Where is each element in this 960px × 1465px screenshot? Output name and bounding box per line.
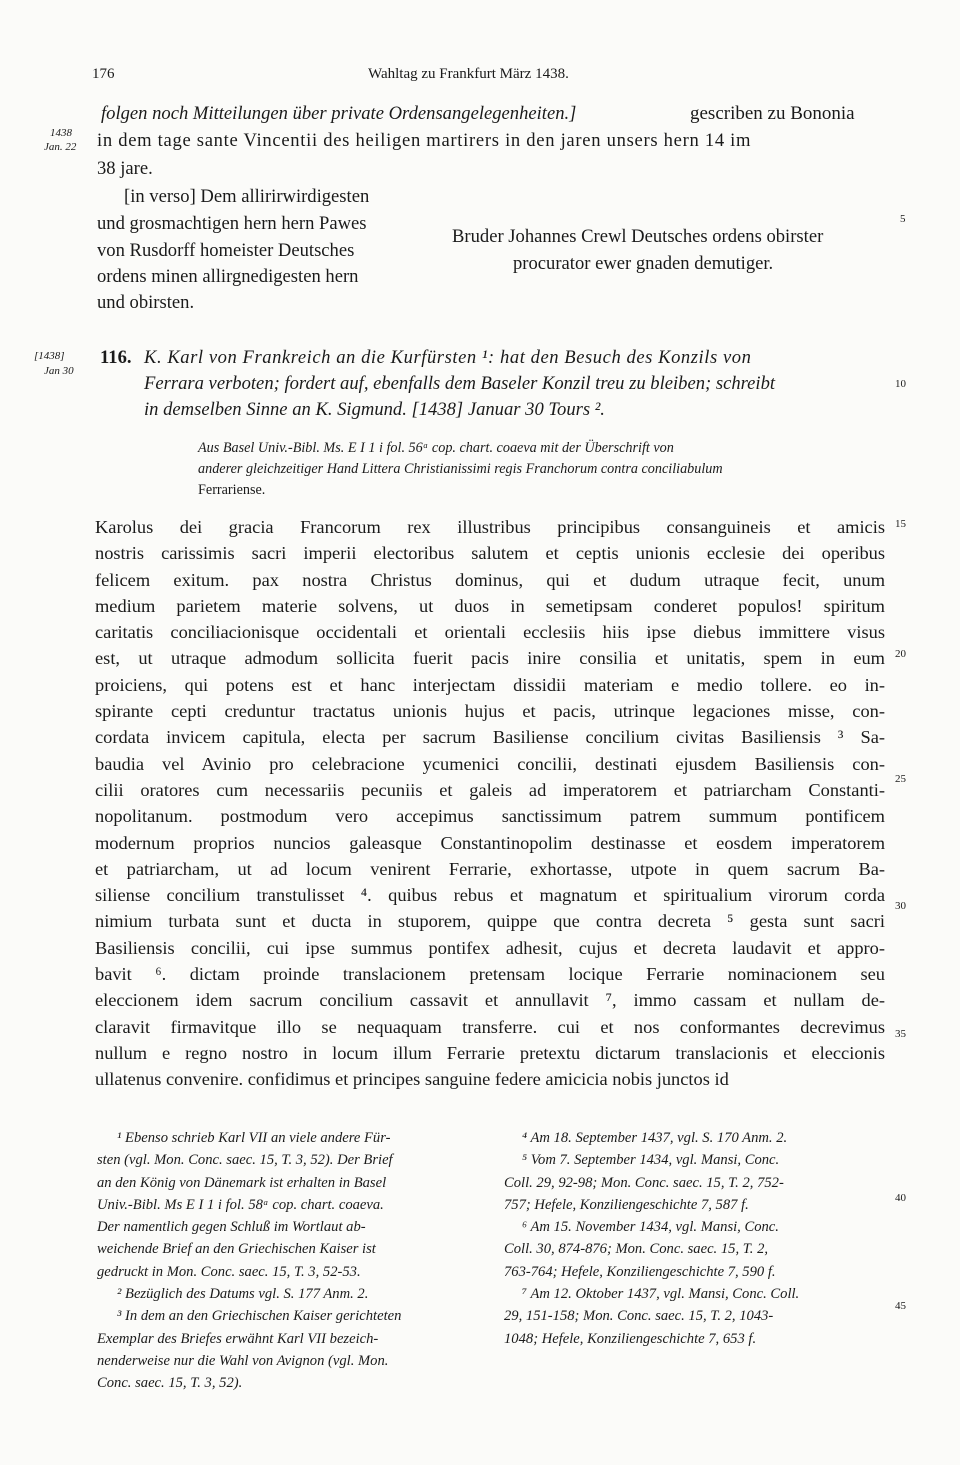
body-line: nullum e regno nostro in locum illum Ferrarie pretextu dictarum translacionis et eleccionis	[95, 1042, 885, 1063]
body-line: felicem exitum. pax nostra Christus dominus, qui et dudum utraque fecit, unum	[95, 569, 885, 590]
footnote-line: Der namentlich gegen Schluß im Wortlaut ab-	[97, 1219, 366, 1236]
margin-date-year: [1438]	[34, 350, 65, 362]
line-number: 20	[895, 648, 906, 660]
body-line: claravit firmavitque illo se nequaquam transferre. cui et nos conformantes decrevimus	[95, 1016, 885, 1037]
body-line: Karolus dei gracia Francorum rex illustribus principibus consanguineis et amicis	[95, 517, 885, 537]
footnote-line: ⁷ Am 12. Oktober 1437, vgl. Mansi, Conc. Coll.	[522, 1286, 800, 1303]
footnote-line: ³ In dem an den Griechischen Kaiser gerichteten	[117, 1308, 402, 1325]
footnote-line: ⁵ Vom 7. September 1434, vgl. Mansi, Conc.	[522, 1152, 780, 1169]
address-line: ordens minen allirgnedigesten hern	[97, 266, 359, 287]
text-line: 38 jare.	[97, 158, 153, 179]
footnote-line: 763-764; Hefele, Konziliengeschichte 7, 590 f.	[504, 1263, 776, 1280]
body-line: et patriarcham, ut ad locum venirent Ferrarie, exhortasse, utpote in quem sacrum Ba-	[95, 858, 885, 879]
body-line: spirante cepti creduntur tractatus unionis hujus et pacis, utrinque legaciones misse, con-	[95, 701, 885, 722]
footnote-line: Conc. saec. 15, T. 3, 52).	[97, 1375, 243, 1392]
margin-date-day: Jan. 22	[44, 141, 77, 153]
line-number: 10	[895, 378, 906, 390]
text-line: folgen noch Mitteilungen über private Ordensangelegenheiten.]	[101, 103, 577, 124]
footnote-line: ⁴ Am 18. September 1437, vgl. S. 170 Anm. 2.	[522, 1130, 788, 1146]
footnote-line: weichende Brief an den Griechischen Kaiser ist	[97, 1241, 376, 1258]
footnote-line: Exemplar des Briefes erwähnt Karl VII bezeich-	[97, 1330, 379, 1347]
body-line: proiciens, qui potens est et hanc interjectam dissidii materiam e medio tollere. eo in-	[95, 674, 885, 695]
body-line: ullatenus convenire. confidimus et principes sanguine federe amicicia nobis junctos id	[95, 1069, 729, 1090]
body-line: nostris carissimis sacri imperii electoribus salutem et ceptis unionis ecclesie dei operibus	[95, 543, 885, 564]
footnote-line: Coll. 29, 92-98; Mon. Conc. saec. 15, T. 2, 752-	[504, 1174, 784, 1191]
footnote-line: sten (vgl. Mon. Conc. saec. 15, T. 3, 52). Der Brief	[97, 1152, 393, 1169]
line-number: 30	[895, 900, 906, 912]
body-line: bavit ⁶. dictam proinde translacionem pretensam locique Ferrarie nominacionem seu	[95, 964, 885, 985]
signature-line: procurator ewer gnaden demutiger.	[513, 253, 774, 274]
heading-line: in demselben Sinne an K. Sigmund. [1438] Januar 30 Tours ².	[144, 399, 605, 420]
body-line: caritatis conciliacionisque occidentali et orientali ecclesiis hiis ipse diebus immittere visus	[95, 622, 885, 643]
body-line: nopolitanum. postmodum vero accepimus sanctissimum patrem summum pontificem	[95, 806, 885, 827]
body-line: cilii oratores cum necessariis pecuniis et galeis ad imperatorem et patriarcham Constanti-	[95, 779, 885, 800]
address-line: [in verso] Dem allirirwirdigesten	[124, 186, 370, 207]
footnote-line: ² Bezüglich des Datums vgl. S. 177 Anm. 2.	[117, 1286, 369, 1303]
address-line: und obirsten.	[97, 292, 195, 313]
letter-body	[95, 514, 885, 1093]
footnote-line: 1048; Hefele, Konziliengeschichte 7, 653 f.	[504, 1330, 757, 1347]
line-number: 15	[895, 518, 906, 530]
footnote-line: 757; Hefele, Konziliengeschichte 7, 587 f.	[504, 1196, 749, 1213]
source-line: anderer gleichzeitiger Hand Littera Christianissimi regis Franchorum contra conciliabulum	[198, 461, 723, 477]
footnote-line: 29, 151-158; Mon. Conc. saec. 15, T. 2, 1043-	[504, 1308, 774, 1325]
body-line: eleccionem idem sacrum concilium cassavit et annullavit ⁷, immo cassam et nullam de-	[95, 990, 885, 1011]
document-number: 116.	[100, 347, 132, 368]
body-line: cordata invicem capitula, electa per sacrum Basiliense concilium civitas Basiliensis ³ Sa-	[95, 727, 885, 748]
heading-line: Ferrara verboten; fordert auf, ebenfalls dem Baseler Konzil treu zu bleiben; schreibt	[144, 373, 776, 394]
line-number: 25	[895, 773, 906, 785]
body-line: siliense concilium transtulisset ⁴. quibus rebus et magnatum et spiritualium virorum corda	[95, 885, 885, 906]
footnote-line: gedruckt in Mon. Conc. saec. 15, T. 3, 52-53.	[97, 1263, 361, 1280]
footnotes-right	[504, 1127, 896, 1350]
line-number: 35	[895, 1028, 906, 1040]
signature-line: Bruder Johannes Crewl Deutsches ordens obirster	[452, 226, 824, 247]
address-line: und grosmachtigen hern hern Pawes	[97, 213, 367, 234]
footnote-line: ⁶ Am 15. November 1434, vgl. Mansi, Conc.	[522, 1219, 779, 1236]
footnote-line: Coll. 30, 874-876; Mon. Conc. saec. 15, T. 2,	[504, 1241, 769, 1258]
footnotes-left	[97, 1127, 483, 1395]
address-line: von Rusdorff homeister Deutsches	[97, 240, 355, 261]
body-line: medium parietem materie solvens, ut duos in semetipsam conderet populos! spiritum	[95, 595, 885, 616]
body-line: Basiliensis concilii, cui ipse summus pontifex adhesit, cujus et decreta laudavit et appro-	[95, 937, 885, 958]
line-number: 40	[895, 1192, 906, 1204]
heading-line: K. Karl von Frankreich an die Kurfürsten ¹: hat den Besuch des Konzils von	[144, 347, 752, 368]
body-line: modernum proprios nuncios galeasque Constantinopolim destinasse et eosdem imperatorem	[95, 832, 885, 853]
source-line: Ferrariense.	[198, 482, 266, 498]
line-number: 45	[895, 1300, 906, 1312]
source-line: Aus Basel Univ.-Bibl. Ms. E I 1 i fol. 56ᵃ cop. chart. coaeva mit der Überschrift von	[198, 440, 674, 456]
margin-date-day: Jan 30	[44, 365, 74, 377]
line-number: 5	[900, 213, 906, 225]
body-line: baudia vel Avinio pro celebracione ycumenici concilii, destinati ejusdem Basiliensis con-	[95, 753, 885, 774]
body-line: est, ut utraque admodum sollicita fuerit pacis inire consilia et unitatis, spem in eum	[95, 648, 885, 669]
footnote-line: ¹ Ebenso schrieb Karl VII an viele andere Für-	[117, 1130, 391, 1146]
footnote-line: an den König von Dänemark ist erhalten in Basel	[97, 1174, 387, 1191]
text-line: gescriben zu Bononia	[690, 103, 855, 124]
footnote-line: Univ.-Bibl. Ms E I 1 i fol. 58ᵃ cop. chart. coaeva.	[97, 1196, 384, 1213]
margin-date-year: 1438	[50, 127, 72, 139]
body-line: nimium turbata sunt et ducta in stuporem, quippe que contra decreta ⁵ gesta sunt sacri	[95, 911, 885, 932]
page-number: 176	[92, 66, 115, 82]
running-title: Wahltag zu Frankfurt März 1438.	[368, 66, 569, 82]
text-line: in dem tage sante Vincentii des heiligen martirers in den jaren unsers hern 14 im	[97, 130, 752, 151]
footnote-line: nenderweise nur die Wahl von Avignon (vgl. Mon.	[97, 1352, 389, 1369]
